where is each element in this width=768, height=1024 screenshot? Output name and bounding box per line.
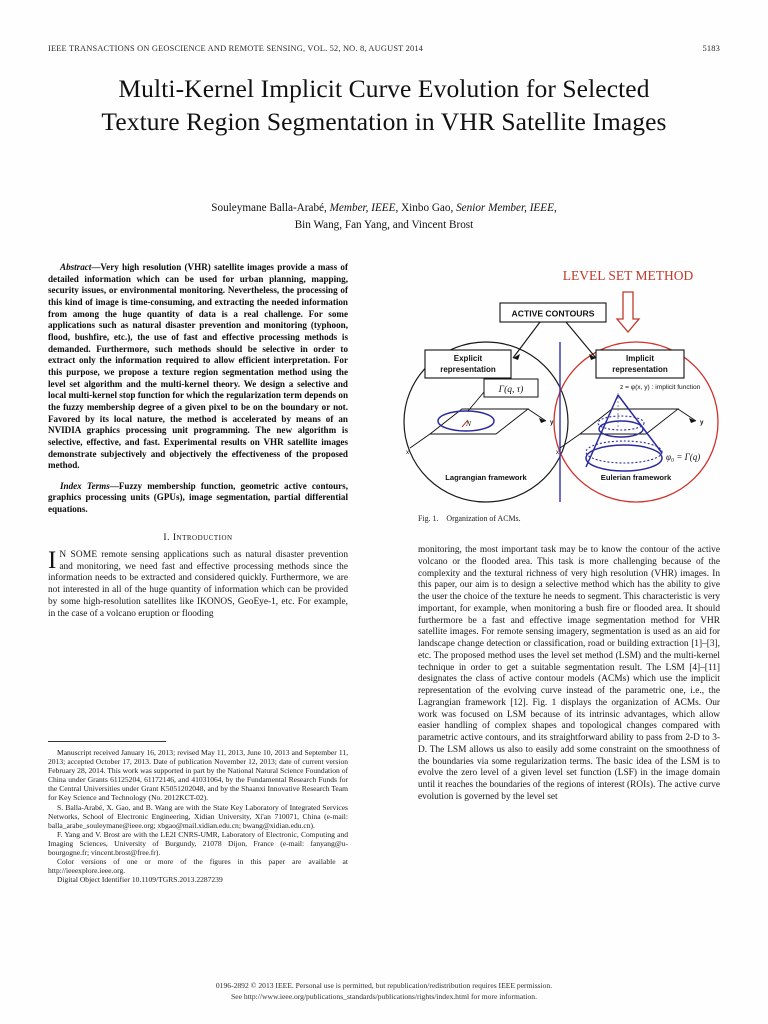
- zero-level-set: [586, 445, 662, 471]
- footnote-manuscript: Manuscript received January 16, 2013; revised May 11, 2013, June 10, 2013 and September 11, 2013; accepted October 17, 2013. Date of publication November 12, 2013; date of current version February 28, 2014. This work was supported in part by the National Natural Science Foundation of China under Grants 61125204, 61172146, and 41031064, by the Fundamental Research Funds for the Central Universities under Grant K5051202048, and by the Shaanxi Innovative Research Team for Key Science and Technology (No. 2012KCT-02).: [48, 748, 348, 803]
- page-number: 5183: [702, 44, 720, 53]
- figure-caption-label: Fig. 1.: [418, 514, 439, 523]
- footnote-affiliation-1: S. Balla-Arabé, X. Gao, and B. Wang are with the State Key Laboratory of Integrated Services Networks, School of Electronic Engineering, Xidian University, Xi'an 710071, China (e-mail: balla_arabe_souleymane@ieee.org; xbgao@mail.xidian.edu.cn; bwang@xidian.edu.cn).: [48, 802, 348, 830]
- abstract-label: Abstract: [60, 262, 92, 272]
- level-set-method-banner: LEVEL SET METHOD: [562, 268, 694, 283]
- right-column: [418, 545, 720, 804]
- active-contours-label: ACTIVE CONTOURS: [511, 308, 595, 319]
- drop-cap: I: [48, 546, 57, 574]
- down-arrow-icon: [617, 292, 639, 332]
- cone-cross-section: [599, 421, 643, 437]
- index-terms-paragraph: [48, 481, 348, 516]
- explicit-label-line1: Explicit: [453, 354, 483, 363]
- author-line-1-part-c: , Xinbo Gao,: [395, 202, 457, 214]
- phi-zero-label: φ₀ = Γ(q): [666, 452, 701, 462]
- author-line-1-part-a: Souleymane Balla-Arabé,: [211, 202, 330, 214]
- implicit-function-label: z = φ(x, y) : implicit function: [620, 384, 701, 391]
- eulerian-x-axis: [560, 434, 580, 448]
- author-line-2: Bin Wang, Fan Yang, and Vincent Brost: [294, 219, 474, 231]
- eulerian-y-label: y: [700, 419, 704, 426]
- implicit-label-line1: Implicit: [625, 354, 655, 363]
- eulerian-y-axis: [678, 409, 696, 421]
- index-terms-label: Index Terms: [60, 480, 110, 491]
- running-head: [48, 44, 720, 53]
- footnote-divider: [48, 741, 166, 742]
- lagrangian-x-axis: [410, 434, 430, 448]
- author-membership-2: Senior Member, IEEE: [456, 202, 554, 214]
- implicit-label-line2: representation: [612, 365, 668, 374]
- eulerian-diagram: [556, 384, 704, 482]
- index-terms-text: —Fuzzy membership function, geometric active contours, graphics processing units (GPUs), image segmentation, partial differential equations.: [48, 480, 348, 515]
- lagrangian-x-label: x: [406, 449, 410, 456]
- figure-1-svg: [400, 262, 730, 534]
- author-list: [90, 200, 678, 234]
- gamma-leader-line: [468, 392, 484, 411]
- intro-smallcaps: N SOME: [59, 549, 98, 560]
- explicit-label-line2: representation: [440, 365, 496, 374]
- connector-right: [566, 322, 596, 358]
- figure-caption-text: Organization of ACMs.: [446, 514, 521, 523]
- lagrangian-diagram: [406, 379, 554, 482]
- lagrangian-y-axis: [528, 409, 546, 421]
- author-membership-1: Member, IEEE: [329, 202, 396, 214]
- normal-vector-label: N: [466, 419, 472, 428]
- gamma-label: Γ(q, τ): [498, 385, 524, 395]
- lagrangian-framework-label: Lagrangian framework: [445, 473, 527, 482]
- footnote-affiliation-2: F. Yang and V. Brost are with the LE2I CNRS-UMR, Laboratory of Electronic, Computing and Imaging Sciences, University of Burgundy, 21078 Dijon, France (e-mail: fanyang@u-bourgogne.fr; vincent.brost@free.fr).: [48, 829, 348, 858]
- footnote-block: [48, 748, 348, 884]
- abstract-paragraph: [48, 262, 348, 472]
- figure-1-organization-of-acms: [400, 262, 730, 534]
- cone-sides: [586, 395, 662, 467]
- lagrangian-y-label: y: [550, 419, 554, 426]
- intro-paragraph: [48, 546, 348, 621]
- right-column-paragraph: monitoring, the most important task may be to know the contour of the active volcano or the flooded area. This task is more challenging because of the complexity and the textural richness of very high resolution (VHR) images. In this paper, our aim is to design a selective method which has the ability to give the user the choice of the texture he needs to segment. This characteristic is very important, for example, when monitoring a bush fire or flooded area. It should furthermore be a fast and effective image segmentation method for VHR satellite images. For remote sensing imagery, segmentation is used as an aid for landscape change detection or classification, road or building extraction [1]–[3], etc. The proposed method uses the level set method (LSM) and the multi-kernel technique in order to get a suitable segmentation result. The LSM [4]–[11] designates the class of active contour models (ACMs) which use the implicit representation of the evolving curve instead of the parametric one, i.e., the Lagrangian framework [12]. Fig. 1 displays the organization of ACMs. Our work was focused on LSM because of its intrinsic advantages, which allow easier handling of complex shapes and topological changes compared with parametric active contours, and its straightforward ability to pass from 2-D to 3-D. The LSM allows us also to easily add some constraint on the smoothness of the boundaries via some regularization terms. The basic idea of the LSM is to evolve the zero level of a given level set function (LSF) in the image domain until it reaches the boundaries of the regions of interest (ROIs). The active curve evolution is governed by the level set: [418, 545, 720, 802]
- intro-text: remote sensing applications such as natural disaster prevention and monitoring, we need fast and effective processing methods since the information needs to be extracted and considered quickly. Furthermore, we are not interested in all of the huge quantity of information which can be provided by some high-resolution satellites like IKONOS, GeoEye-1, etc. For example, in the case of a volcano eruption or flooding: [48, 549, 348, 619]
- paper-title: Multi-Kernel Implicit Curve Evolution for Selected Texture Region Segmentation in VHR Satellite Images: [101, 74, 667, 136]
- figure-caption: [418, 514, 718, 523]
- author-line-1-part-e: ,: [553, 202, 557, 214]
- eulerian-x-label: x: [556, 449, 560, 456]
- copyright-footer: [48, 981, 720, 1002]
- footnote-doi: Digital Object Identifier 10.1109/TGRS.2013.2287239: [57, 875, 223, 885]
- section-heading-introduction: I. Introduction: [163, 531, 233, 543]
- left-column: [48, 262, 348, 620]
- copyright-line-2: See http://www.ieee.org/publications_standards/publications/rights/index.html for more information.: [230, 991, 537, 1001]
- copyright-line-1: 0196-2892 © 2013 IEEE. Personal use is permitted, but republication/redistribution requires IEEE permission.: [215, 981, 553, 991]
- journal-title: IEEE TRANSACTIONS ON GEOSCIENCE AND REMOTE SENSING, VOL. 52, NO. 8, AUGUST 2014: [48, 44, 424, 53]
- eulerian-framework-label: Eulerian framework: [600, 473, 672, 482]
- abstract-text: —Very high resolution (VHR) satellite images provide a mass of detailed information which can be used for urban planning, mapping, security issues, or environmental monitoring. Nevertheless, the processing of this kind of image is time-consuming, and extracting the needed information from among the huge quantity of data is a real challenge. For some applications such as natural disaster prevention and monitoring (typhoon, flood, bushfire, etc.), the use of fast and effective processing methods is demanded. Furthermore, such methods should be selective in order to extract only the information required to allow efficient interpretation. For this purpose, we propose a texture region segmentation method using the level set algorithm and the multi-kernel theory. We design a selective and local multi-kernel stop function for which the regularization term depends on the fuzzy membership degree of a given pixel to be on the boundary or not. Favored by its local nature, the method is accelerated by means of an NVIDIA graphics processing unit programming. The new algorithm is selective, effective, and fast. Experimental results on VHR satellite images demonstrate subjectively and objectively the effectiveness of the proposed method.: [48, 262, 348, 471]
- footnote-color-versions: Color versions of one or more of the figures in this paper are available at http://ieeexplore.ieee.org.: [48, 857, 348, 876]
